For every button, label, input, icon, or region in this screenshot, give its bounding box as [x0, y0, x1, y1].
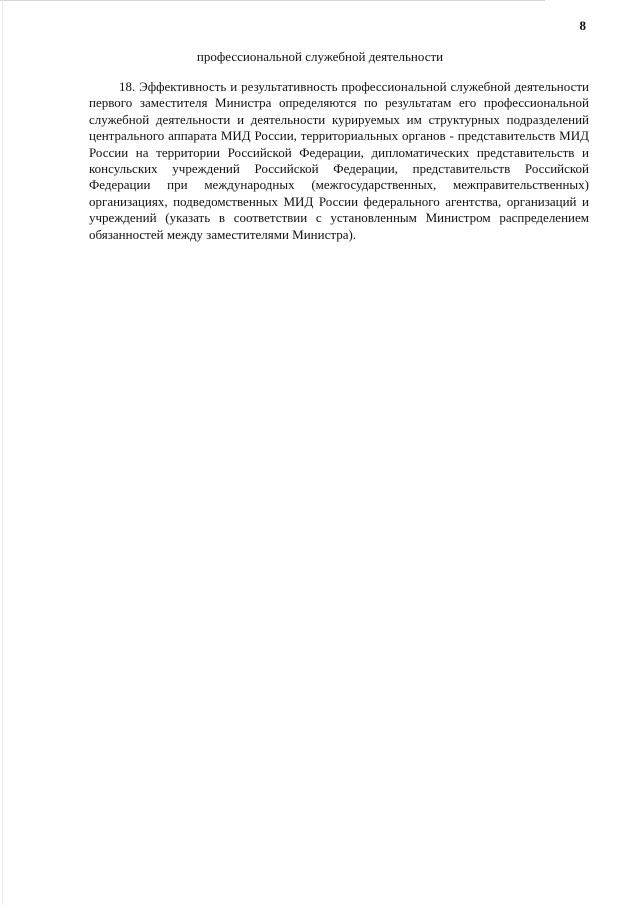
- paragraph-line: России на территории Российской Федерации, дипломатических представительств и: [89, 144, 589, 160]
- scan-edge-top: [0, 0, 545, 1]
- paragraph-line: организациях, подведомственных МИД России федерального агентства, организаций и: [89, 193, 589, 209]
- page-number: 8: [579, 18, 586, 33]
- paragraph-line: первого заместителя Министра определяются по результатам его профессиональной: [89, 95, 589, 111]
- paragraph-line: центрального аппарата МИД России, территориальных органов - представительств МИД: [89, 128, 589, 144]
- paragraph-line: служебной деятельности и деятельности курируемых им структурных подразделений: [89, 111, 589, 127]
- paragraph-18: [89, 79, 589, 243]
- paragraph-line: консульских учреждений Российской Федерации, представительств Российской: [89, 160, 589, 176]
- paragraph-line: обязанностей между заместителями Министра).: [89, 226, 357, 242]
- paragraph-line: учреждений (указать в соответствии с установленным Министром распределением: [89, 210, 589, 226]
- paragraph-line: 18. Эффективность и результативность профессиональной служебной деятельности: [119, 79, 589, 94]
- paragraph-line: Федерации при международных (межгосударственных, межправительственных): [89, 177, 589, 193]
- scan-edge-left: [2, 0, 3, 905]
- section-heading-continuation: профессиональной служебной деятельности: [196, 49, 444, 64]
